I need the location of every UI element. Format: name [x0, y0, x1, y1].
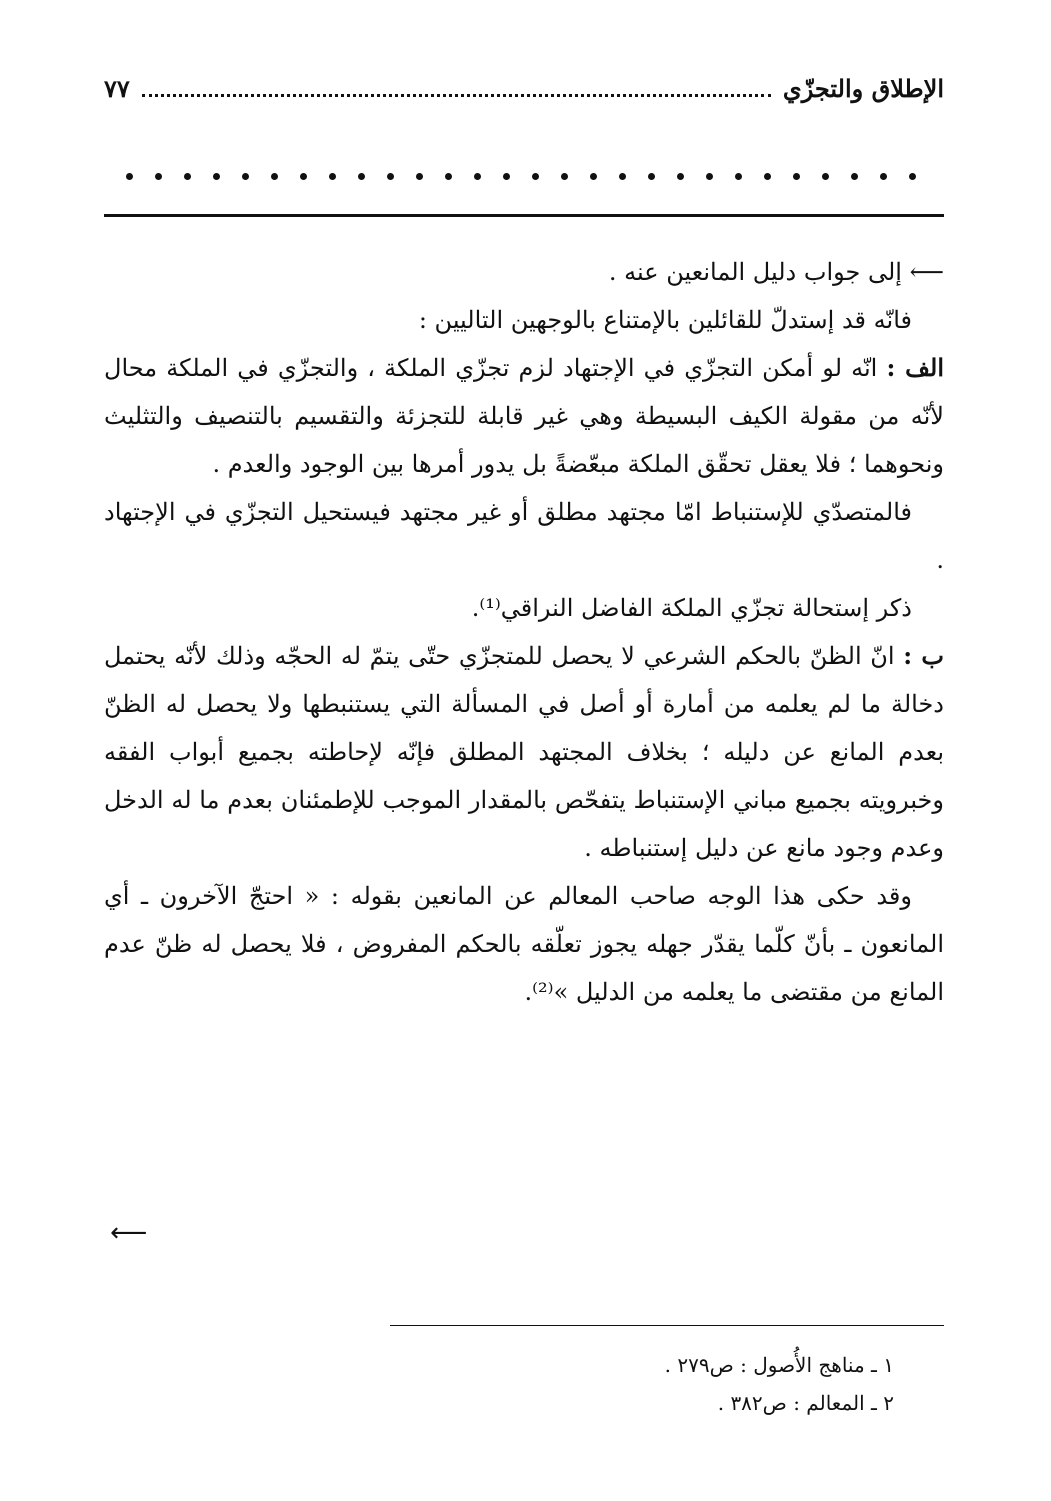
footnote: ١ ـ مناهج الأُصول : ص٢٧٩ . [664, 1353, 894, 1377]
footnote: ٢ ـ المعالم : ص٣٨٢ . [717, 1391, 894, 1415]
dot-leader [142, 94, 771, 97]
paragraph: ⟵ إلى جواب دليل المانعين عنه . [608, 258, 944, 286]
paragraph [104, 632, 944, 872]
continue-arrow-icon: ⟵ [110, 1218, 148, 1248]
paragraph: فالمتصدّي للإستنباط امّا مجتهد مطلق أو غير مجتهد فيستحيل التجزّي في الإجتهاد . [104, 498, 944, 574]
footnotes [400, 1346, 894, 1422]
item-label: ب : [903, 641, 945, 670]
paragraph: فانّه قد إستدلّ للقائلين بالإمتناع بالوجهين التاليين : [418, 306, 912, 334]
main-text [104, 248, 944, 1016]
item-label: الف : [886, 353, 944, 382]
paragraph-text: انّ الظنّ بالحكم الشرعي لا يحصل للمتجزّي حتّى يتمّ له الحجّه وذلك لأنّه يحتمل دخالة ما لم يعلمه من أمارة أو أصل في المسألة التي يستنبطها ولا يحصل له الظنّ بعدم المانع عن دليله ؛ بخلاف المجتهد المطلق فإنّه لإحاطته بجميع أبواب الفقه وخبرويته بجميع مباني الإستنباط يتفحّص بالمقدار الموجب للإطمئنان بعدم ما له الدخل وعدم وجود مانع عن دليل إستنباطه . [104, 642, 944, 862]
running-header [104, 66, 944, 110]
page-number: ٧٧ [104, 73, 130, 103]
paragraph: ذكر إستحالة تجزّي الملكة الفاضل النراقي⁽¹⁾. [471, 594, 912, 622]
paragraph: وقد حكى هذا الوجه صاحب المعالم عن المانعين بقوله : « احتجّ الآخرون ـ أي المانعون ـ بأنّ كلّما يقدّر جهله يجوز تعلّقه بالحكم المفروض ، فلا يحصل له ظنّ عدم المانع من مقتضى ما يعلمه من الدليل »⁽²⁾. [104, 882, 944, 1006]
paragraph-text: انّه لو أمكن التجزّي في الإجتهاد لزم تجزّي الملكة ، والتجزّي في الملكة محال لأنّه من مقولة الكيف البسيطة وهي غير قابلة للتجزئة والتقسيم بالتنصيف والتثليث ونحوهما ؛ فلا يعقل تحقّق الملكة مبعّضةً بل يدور أمرها بين الوجود والعدم . [104, 354, 944, 478]
decorative-dot-row [126, 168, 916, 184]
paragraph [104, 344, 944, 488]
footnote-rule [390, 1325, 944, 1326]
header-rule [104, 214, 944, 217]
header-title: الإطلاق والتجزّي [782, 73, 944, 103]
